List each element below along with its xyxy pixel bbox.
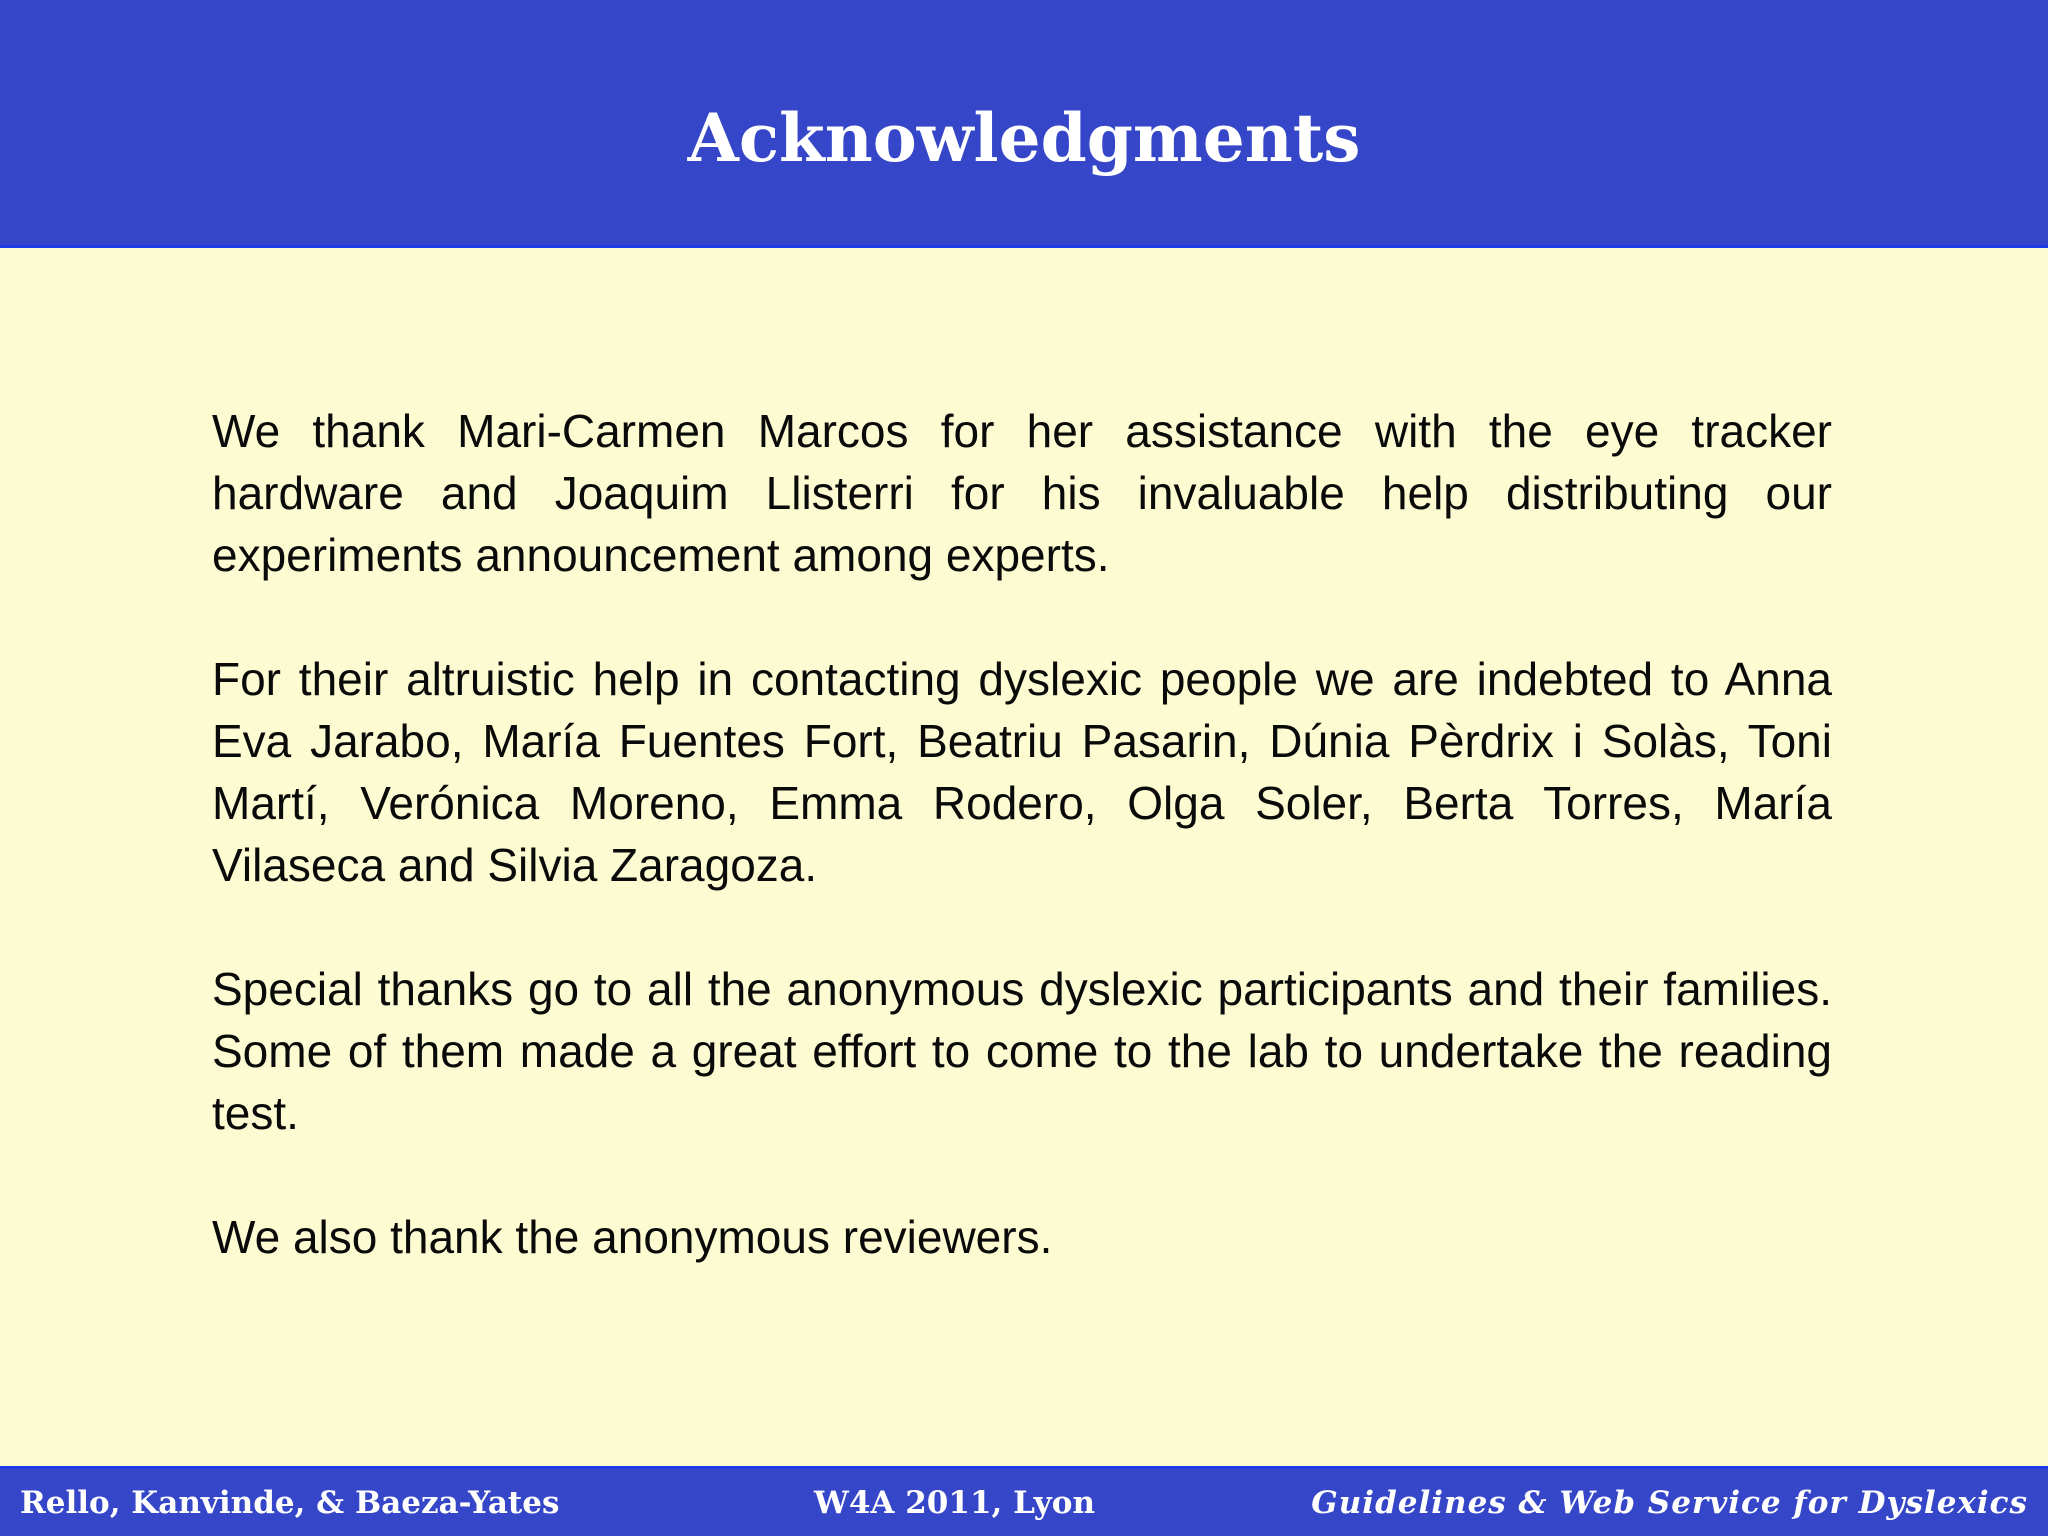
slide-header <box>0 0 2048 248</box>
slide-body <box>212 400 1832 1330</box>
paragraph-eye-tracker-thanks: We thank Mari-Carmen Marcos for her assistance with the eye tracker hardware and Joaquim Llisterri for his invaluable help distributing our experiments announcement among experts. <box>212 405 1832 581</box>
paragraph-contact-helpers: For their altruistic help in contacting dyslexic people we are indebted to Anna Eva Jarabo, María Fuentes Fort, Beatriu Pasarin, Dúnia Pèrdrix i Solàs, Toni Martí, Verónica Moreno, Emma Rodero, Olga Soler, Berta Torres, María Vilaseca and Silvia Zaragoza. <box>212 653 1832 891</box>
footer-talk-title: Guidelines & Web Service for Dyslexics <box>1311 1485 2028 1521</box>
paragraph-reviewers-thanks: We also thank the anonymous reviewers. <box>212 1211 1053 1263</box>
footer-venue: W4A 2011, Lyon <box>814 1485 1096 1521</box>
slide-title: Acknowledgments <box>687 99 1361 177</box>
footer-authors: Rello, Kanvinde, & Baeza-Yates <box>20 1485 560 1521</box>
paragraph-participants-thanks: Special thanks go to all the anonymous dyslexic participants and their families. Some of them made a great effort to come to the lab to undertake the reading test. <box>212 963 1832 1139</box>
slide-footer <box>0 1466 2048 1536</box>
